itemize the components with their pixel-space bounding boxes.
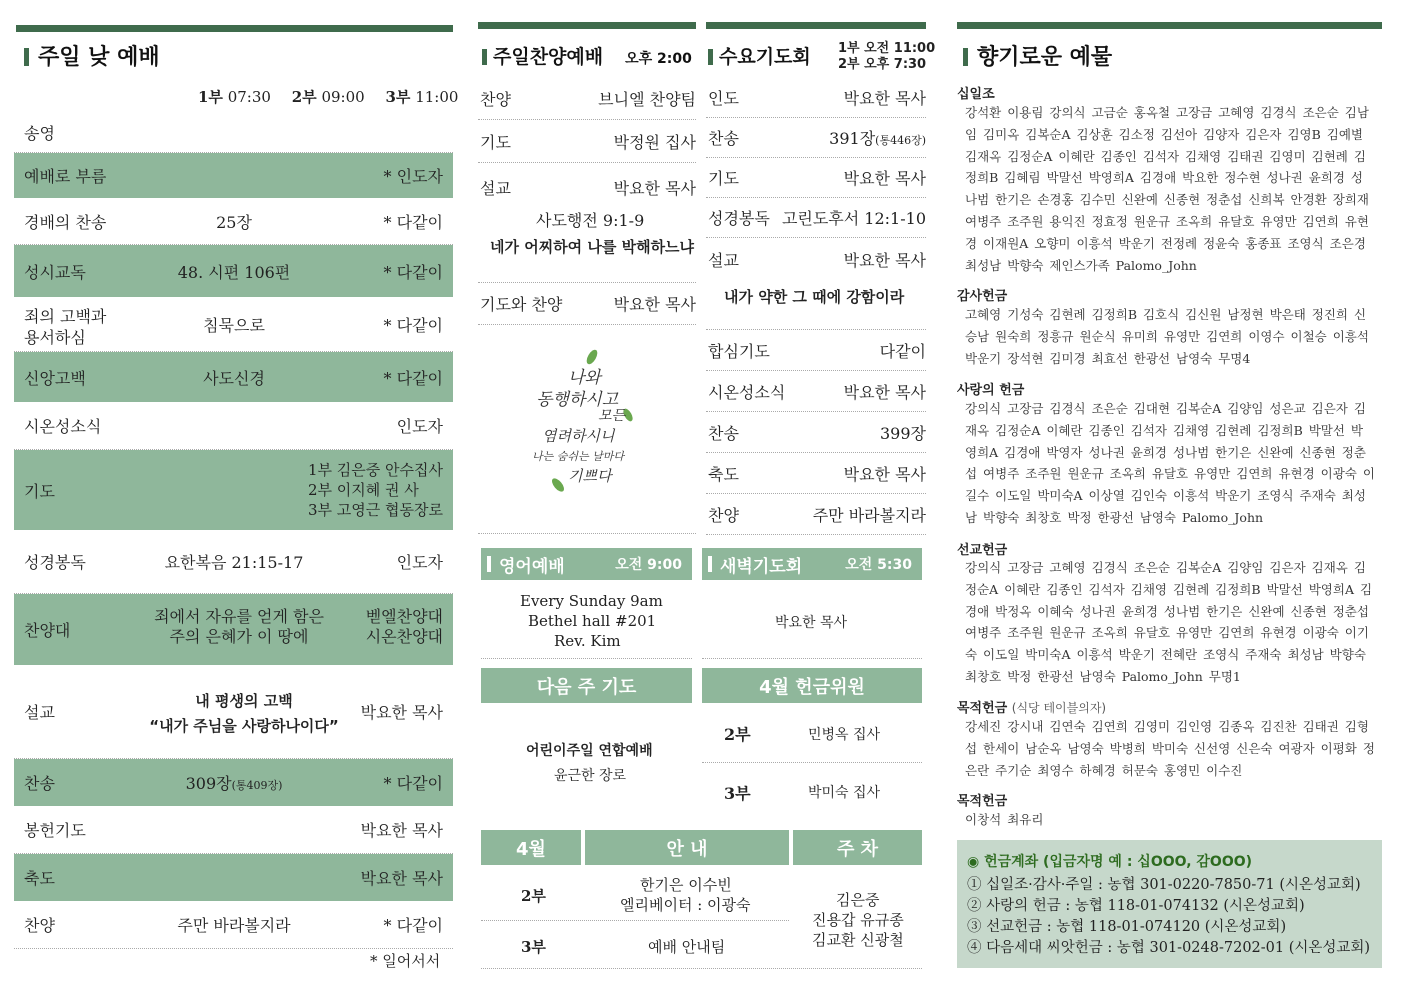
parking-header: 주 차 — [793, 830, 922, 865]
wednesday-row: 찬양 주만 바라볼지라 — [706, 494, 926, 535]
worship-row: 찬송 309장(통409장) * 다같이 — [14, 759, 453, 806]
col2-top-bar — [478, 22, 696, 29]
section-mission: 선교헌금 — [957, 543, 1008, 558]
section-tithe: 십일조 — [957, 87, 995, 102]
account-line: ③ 선교헌금 : 농협 118-01-074120 (시온성교회) — [967, 919, 1287, 935]
wednesday-service-title: 수요기도회 — [708, 42, 811, 69]
section-purpose: 목적헌금 (식당 테이블의자) — [957, 701, 1107, 716]
purpose-names: 강세진 강시내 김연숙 김연희 김영미 김인영 김종옥 김진찬 김태권 김형섭 한세이 남순옥 남영숙 박병희 박미숙 신선영 신은숙 여광자 이평화 정은란 주기순 최영수 하혜경 허문숙 홍영민 이수진 — [965, 719, 1375, 778]
guide-part-3: 3부 — [521, 938, 546, 956]
worship-row: 죄의 고백과 용서하심 침묵으로 * 다같이 — [14, 297, 453, 352]
worship-row: 축도 박요한 목사 — [14, 854, 453, 901]
purpose-2-names: 이창석 최유리 — [965, 812, 1044, 827]
wednesday-row: 설교 박요한 목사 내가 약한 그 때에 강함이라 — [706, 238, 926, 330]
next-week-prayer-header: 다음 주 기도 — [481, 668, 692, 703]
worship-row: 시온성소식 인도자 — [14, 402, 453, 450]
title-marker — [24, 48, 29, 66]
wednesday-row: 찬송 399장 — [706, 412, 926, 453]
worship-row: 성시교독 48. 시편 106편 * 다같이 — [14, 245, 453, 297]
title-marker — [482, 49, 487, 65]
english-line-2: Bethel hall #201 — [528, 612, 657, 630]
english-line-1: Every Sunday 9am — [520, 592, 663, 610]
wednesday-row: 성경봉독 고린도후서 12:1-10 — [706, 198, 926, 238]
worship-row: 신앙고백 사도신경 * 다같이 — [14, 352, 453, 402]
afternoon-row-2: 기도 박정원 집사 — [478, 120, 696, 163]
worship-row: 예배로 부름 * 인도자 — [14, 153, 453, 198]
footnote: * 일어서서 — [370, 952, 441, 970]
afternoon-sermon: 설교 박요한 목사 사도행전 9:1-9 네가 어찌하여 나를 박해하느냐 — [478, 163, 696, 283]
title-marker — [708, 556, 712, 572]
wednesday-row: 찬송 391장(통446장) — [706, 118, 926, 158]
worship-row: 성경봉독 요한복음 21:15-17 인도자 — [14, 530, 453, 594]
tithe-names: 강석환 이용림 강의식 고금순 홍옥철 고장금 고혜영 김경식 조은순 김남임 김미옥 김복순A 김상훈 김소정 김선아 김양자 김은자 김영B 김예별 김재옥 김정순A 이혜란 김종인 김석자 김채영 김태권 김영미 김현례 김정희B 김혜림 박말선 박영희A 김경애 박요한 정수현 성나권 윤희경 성나범 한기은 손경홍 김수민 신완예 신종현 정춘섭 신희복 안경환 장희재 여병주 조주원 용익진 정효정 원운규 조옥희 유달호 유영만 김연희 유현경 이재원A 오향미 이흥석 박운기 전정례 정윤숙 홍종표 조영식 조은경 최성남 박향숙 제인스가족 Palomo_John — [965, 105, 1369, 273]
mission-names: 강의식 고장금 고혜영 김경식 조은순 김복순A 김양임 김은자 김재옥 김정순A 이혜란 김종인 김석자 김채영 김현례 김정희B 박말선 박영희A 김경애 박정옥 이혜숙 성나권 윤희경 성나범 한기은 신완예 신종현 정춘섭 여병주 조주원 원운규 조옥희 유달호 유영만 김연희 유현경 이광숙 이기숙 이도일 박미숙A 이흥석 박운기 전혜란 조영식 주재숙 최성남 박향숙 최창호 박정 한광선 남영숙 Palomo_John 무명1 — [965, 560, 1373, 684]
english-line-3: Rev. Kim — [554, 632, 621, 650]
worship-row: 송영 — [14, 113, 453, 153]
guide-month-header: 4월 — [481, 830, 581, 865]
dawn-leader: 박요한 목사 — [775, 615, 848, 631]
account-line: ④ 다음세대 씨앗헌금 : 농협 301-0248-7202-01 (시온성교회) — [967, 940, 1371, 956]
worship-row: 기도 1부 김은중 안수집사 2부 이지혜 권 사 3부 고영근 협동장로 — [14, 450, 453, 530]
offering-row-2: 2부 민병옥 집사 — [702, 705, 922, 763]
divider — [478, 533, 696, 534]
afternoon-row-4: 기도와 찬양 박요한 목사 — [478, 283, 696, 325]
afternoon-row-1: 찬양 브니엘 찬양팀 — [478, 78, 696, 120]
section-love: 사랑의 헌금 — [957, 383, 1025, 398]
wednesday-row: 합심기도 다같이 — [706, 330, 926, 371]
col3-top-bar — [706, 22, 926, 29]
wednesday-time-1: 1부 오전 11:00 — [838, 41, 936, 56]
service-times: 1부 07:30 2부 09:00 3부 11:00 — [198, 88, 459, 106]
col4-top-bar — [957, 22, 1382, 29]
account-title: ◉ 헌금계좌 (입금자명 예 : 십OOO, 감OOO) — [967, 854, 1253, 870]
section-thanks: 감사헌금 — [957, 289, 1008, 304]
parking-name-2: 진용갑 유규종 — [812, 911, 904, 929]
title-marker — [487, 556, 491, 572]
title-marker — [963, 48, 968, 66]
wednesday-row: 축도 박요한 목사 — [706, 453, 926, 494]
divider — [481, 920, 789, 921]
guide-title-header: 안 내 — [585, 830, 789, 865]
guide-2-line1: 한기은 이수빈 — [640, 876, 732, 894]
title-marker — [708, 49, 713, 65]
section-purpose-2: 목적헌금 — [957, 794, 1008, 809]
worship-row: 경배의 찬송 25장 * 다같이 — [14, 198, 453, 245]
offering-committee-header: 4월 헌금위원 — [702, 668, 922, 703]
afternoon-service-title: 주일찬양예배 오후 2:00 — [482, 42, 692, 69]
wednesday-time-2: 2부 오후 7:30 — [838, 57, 927, 72]
account-line: ② 사랑의 헌금 : 농협 118-01-074132 (시온성교회) — [967, 898, 1305, 914]
guide-2-line2: 엘리베이터 : 이광숙 — [620, 896, 751, 914]
love-names: 강의식 고장금 김경식 조은순 김대현 김복순A 김양임 성은교 김은자 김재옥 김정순A 이혜란 김종인 김석자 김채영 김현례 김정희B 박말선 박영희A 김경애 박영자 성나권 윤희경 성나범 한기은 신완예 신종현 정춘섭 여병주 조주원 원운규 조옥희 유달호 유영만 김연희 유현경 이광숙 이길수 이도일 박미숙A 이상열 김인숙 이흥석 박운기 조영식 주재숙 최성남 박향숙 최창호 박정 한광선 남영숙 Palomo_John — [965, 401, 1375, 525]
offerings-title: 향기로운 예물 — [963, 40, 1112, 71]
calligraphy-art: 나와 동행하시고 모든 염려하시니 나는 숨쉬는 날마다 기쁘다 — [528, 345, 648, 495]
guide-part-2: 2부 — [521, 887, 546, 905]
wednesday-row: 인도 박요한 목사 — [706, 78, 926, 118]
col1-top-bar — [16, 25, 453, 32]
guide-3-line1: 예배 안내팀 — [648, 938, 726, 956]
next-prayer-person: 윤근한 장로 — [554, 768, 627, 784]
offering-row-3: 3부 박미숙 집사 — [724, 783, 881, 803]
thanks-names: 고혜영 기성숙 김현례 김정희B 김호식 김신원 남정현 박은태 정진희 신승남 원숙희 정흥규 원순식 유미희 유영만 김연희 이영수 이철승 이흥석 박운기 장석현 김미경 최효선 한광선 남영숙 무명4 — [965, 307, 1369, 366]
english-service-header: 영어예배 오전 9:00 — [481, 548, 692, 580]
divider — [702, 658, 922, 659]
wednesday-row: 시온성소식 박요한 목사 — [706, 371, 926, 412]
parking-name-3: 김교환 신광철 — [812, 931, 904, 949]
parking-name-1: 김은중 — [836, 891, 880, 909]
worship-row: 설교 내 평생의 고백 “내가 주님을 사랑하나이다” 박요한 목사 — [14, 665, 453, 759]
next-prayer-service: 어린이주일 연합예배 — [526, 743, 653, 759]
wednesday-row: 기도 박요한 목사 — [706, 158, 926, 198]
worship-row: 봉헌기도 박요한 목사 — [14, 806, 453, 854]
account-line: ① 십일조·감사·주일 : 농협 301-0220-7850-71 (시온성교회) — [967, 877, 1361, 893]
divider — [481, 968, 922, 969]
worship-row: 찬양대 죄에서 자유를 얻게 함은 주의 은혜가 이 땅에 벧엘찬양대 시온찬양대 — [14, 594, 453, 665]
worship-row: 찬양 주만 바라볼지라 * 다같이 — [14, 901, 453, 949]
divider — [481, 658, 692, 659]
account-box — [957, 840, 1382, 968]
dawn-prayer-header: 새벽기도회 오전 5:30 — [702, 548, 922, 580]
sunday-service-title: 주일 낮 예배 — [24, 40, 160, 71]
